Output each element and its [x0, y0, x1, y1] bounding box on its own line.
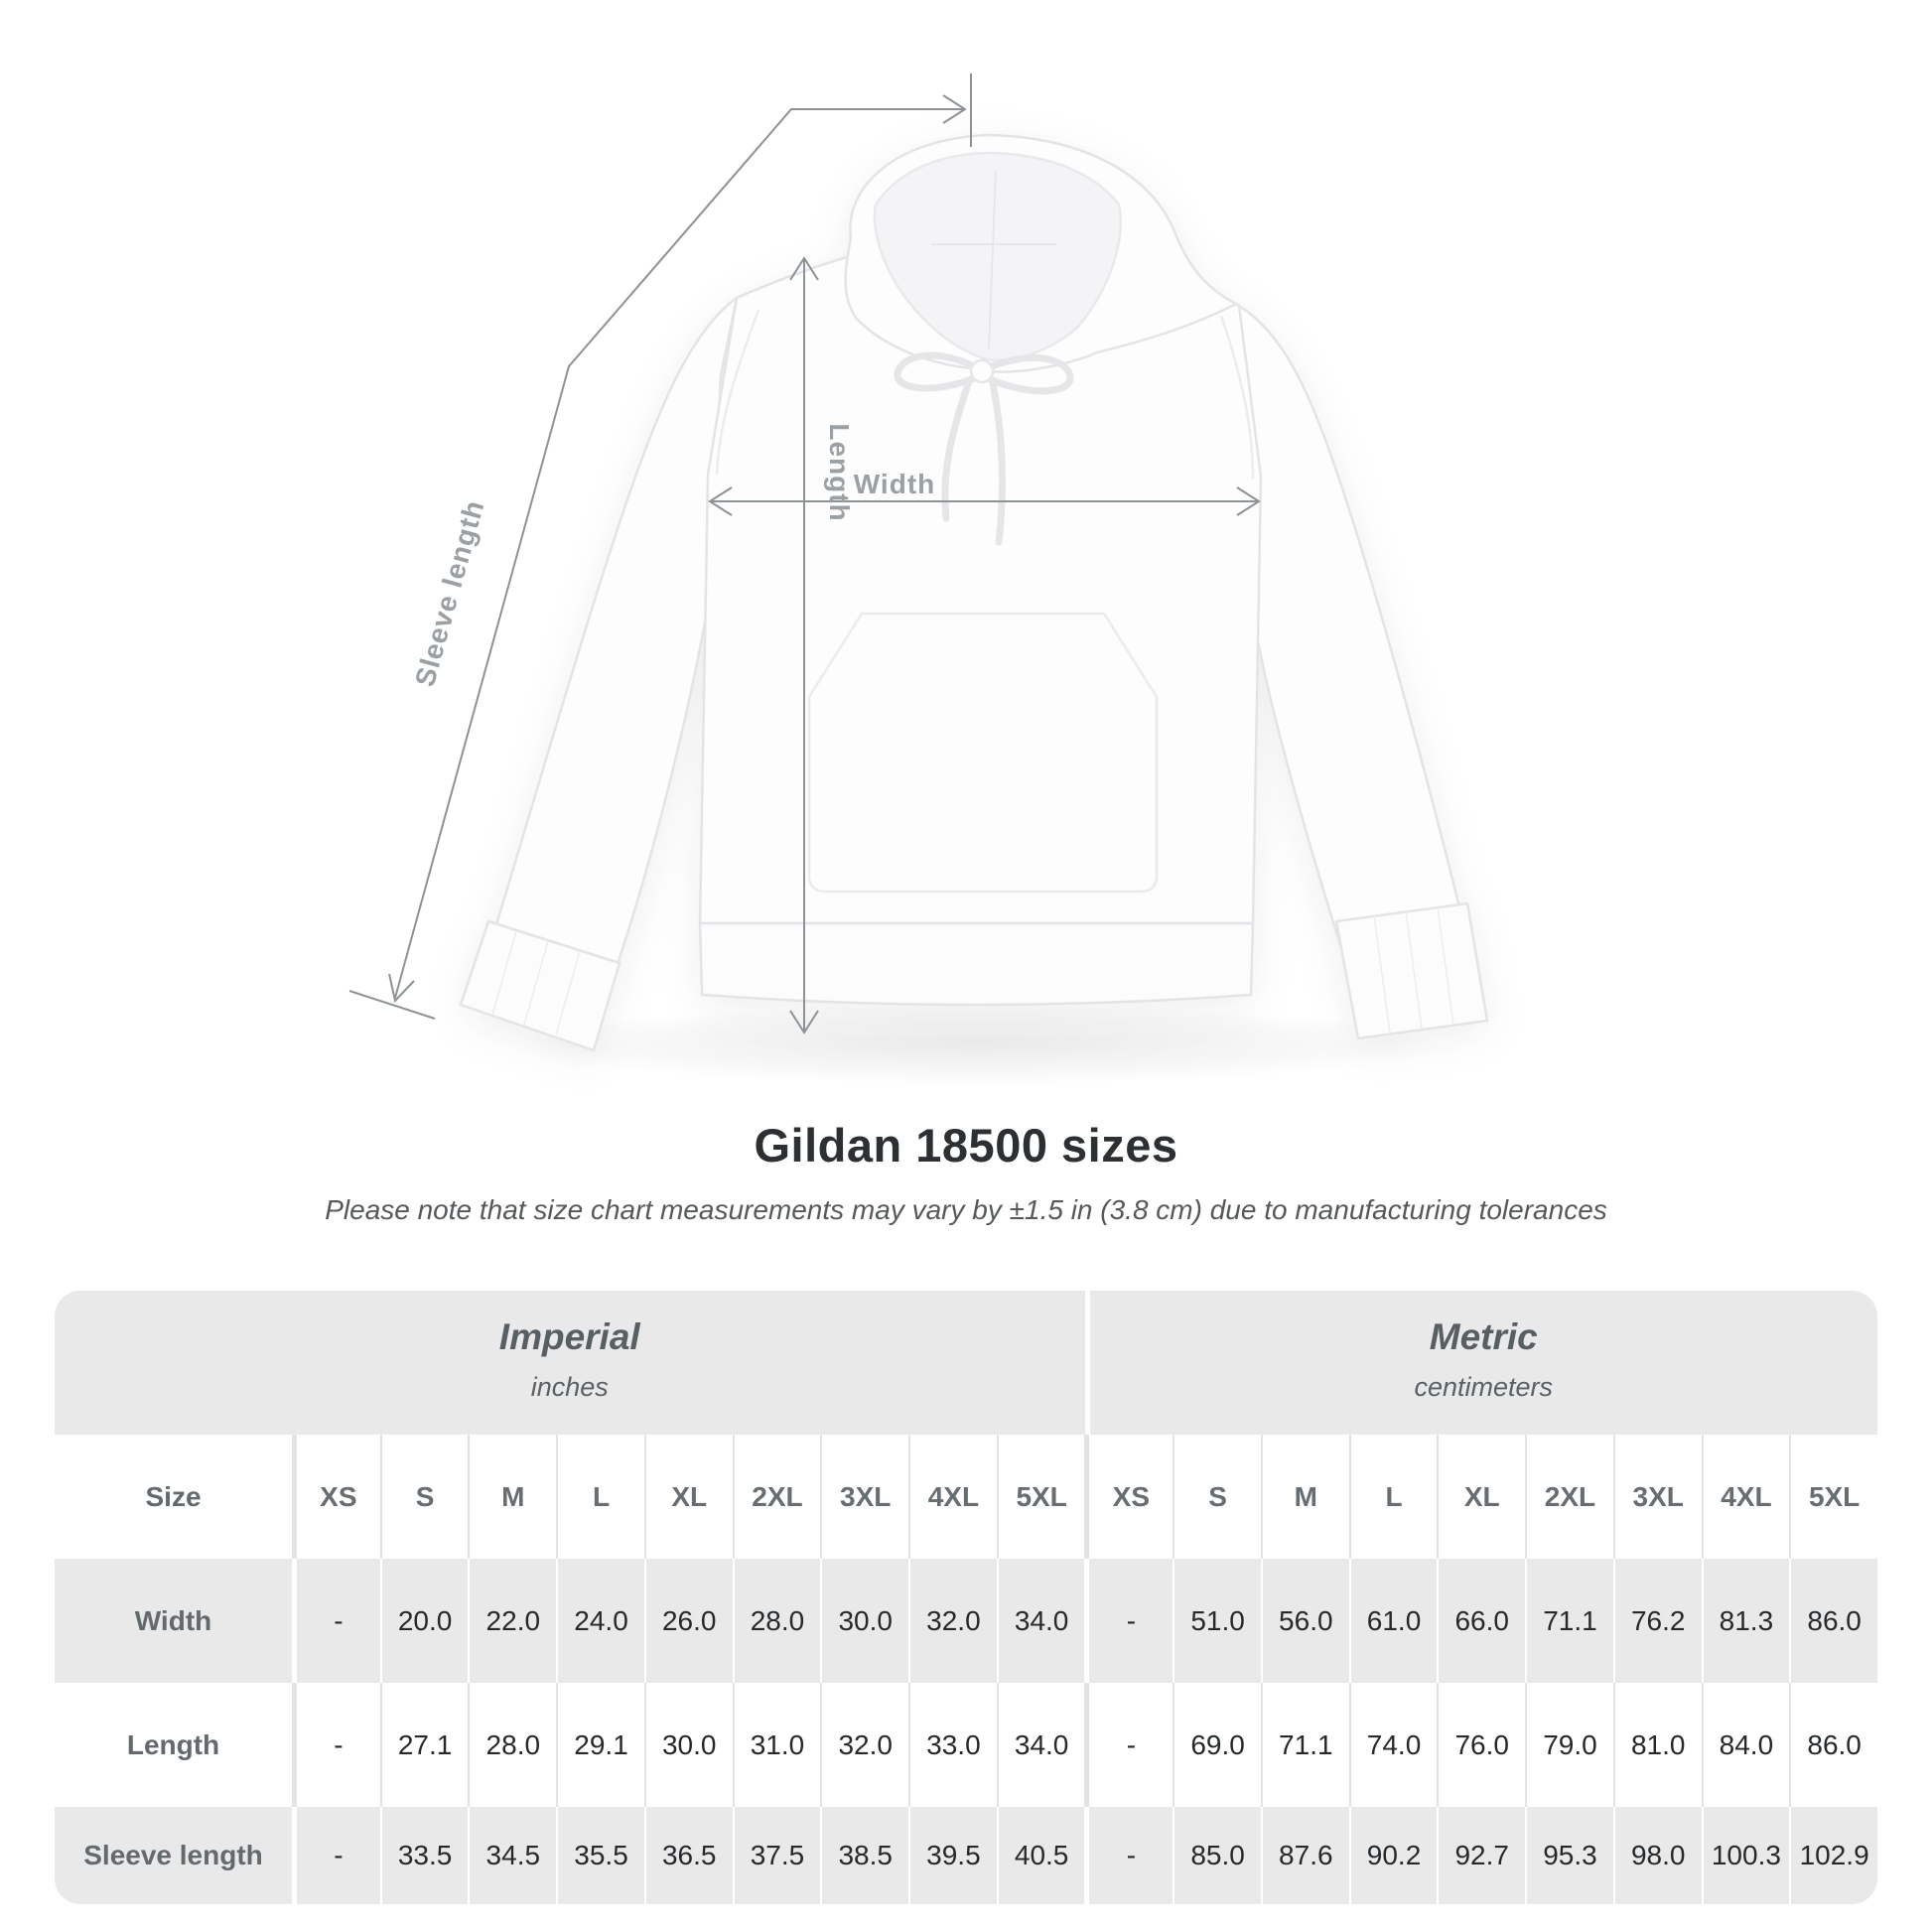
value-cell: 74.0: [1349, 1683, 1438, 1807]
value-cell: -: [1084, 1683, 1173, 1807]
value-cell: 71.1: [1525, 1559, 1613, 1683]
value-cell: 38.5: [820, 1807, 908, 1904]
length-label: Length: [824, 423, 855, 522]
value-cell: 69.0: [1173, 1683, 1261, 1807]
value-cell: 98.0: [1613, 1807, 1702, 1904]
size-header-cell: 2XL: [733, 1435, 821, 1559]
size-table-grid: [55, 1435, 1877, 1904]
value-cell: 56.0: [1261, 1559, 1349, 1683]
size-header-cell: XL: [1437, 1435, 1525, 1559]
value-cell: -: [292, 1807, 380, 1904]
size-header-cell: 3XL: [820, 1435, 908, 1559]
value-cell: 33.0: [908, 1683, 997, 1807]
value-cell: 81.0: [1613, 1683, 1702, 1807]
size-header-cell: 5XL: [997, 1435, 1085, 1559]
value-cell: -: [1084, 1807, 1173, 1904]
metric-header-cell: [1085, 1291, 1878, 1435]
hoodie-pocket: [809, 614, 1157, 892]
metric-sublabel: centimeters: [1414, 1372, 1554, 1402]
row-label: Width: [55, 1559, 292, 1683]
value-cell: 51.0: [1173, 1559, 1261, 1683]
value-cell: 22.0: [468, 1559, 556, 1683]
value-cell: 66.0: [1437, 1559, 1525, 1683]
value-cell: 26.0: [644, 1559, 733, 1683]
value-cell: 32.0: [908, 1559, 997, 1683]
value-cell: 95.3: [1525, 1807, 1613, 1904]
size-header-cell: 4XL: [908, 1435, 997, 1559]
size-header-cell: M: [468, 1435, 556, 1559]
value-cell: 79.0: [1525, 1683, 1613, 1807]
value-cell: 30.0: [820, 1559, 908, 1683]
value-cell: 37.5: [733, 1807, 821, 1904]
size-header-cell: L: [1349, 1435, 1438, 1559]
value-cell: -: [292, 1683, 380, 1807]
value-cell: 86.0: [1789, 1683, 1877, 1807]
value-cell: -: [292, 1559, 380, 1683]
value-cell: 35.5: [556, 1807, 644, 1904]
value-cell: 34.0: [997, 1683, 1085, 1807]
size-header-cell: 5XL: [1789, 1435, 1877, 1559]
size-header-cell: M: [1261, 1435, 1349, 1559]
imperial-sublabel: inches: [530, 1372, 609, 1402]
value-cell: 61.0: [1349, 1559, 1438, 1683]
imperial-label: Imperial: [498, 1316, 640, 1357]
hoodie-shadow: [511, 1005, 1445, 1084]
sleeve-length-label: Sleeve length: [409, 496, 490, 690]
value-cell: 84.0: [1702, 1683, 1790, 1807]
page-title: Gildan 18500 sizes: [754, 1119, 1178, 1172]
imperial-header-cell: [55, 1291, 1085, 1435]
value-cell: 85.0: [1173, 1807, 1261, 1904]
value-cell: 34.5: [468, 1807, 556, 1904]
value-cell: 76.2: [1613, 1559, 1702, 1683]
size-header-cell: 3XL: [1613, 1435, 1702, 1559]
row-label: Sleeve length: [55, 1807, 292, 1904]
hoodie-hem-band: [700, 923, 1253, 1005]
size-header-cell: XL: [644, 1435, 733, 1559]
size-column-header: Size: [55, 1435, 292, 1559]
size-header-cell: 2XL: [1525, 1435, 1613, 1559]
hoodie-drawstring-knot: [971, 360, 993, 382]
value-cell: 28.0: [468, 1683, 556, 1807]
hoodie-illustration: [461, 135, 1487, 1050]
value-cell: 36.5: [644, 1807, 733, 1904]
size-table: [55, 1291, 1877, 1904]
hoodie-right-cuff: [1336, 903, 1487, 1038]
sleeve-length-cuff-tick: [349, 991, 435, 1019]
value-cell: 31.0: [733, 1683, 821, 1807]
page-subtitle: Please note that size chart measurements may vary by ±1.5 in (3.8 cm) due to manufacturing tolerances: [325, 1194, 1607, 1225]
size-header-cell: L: [556, 1435, 644, 1559]
value-cell: 34.0: [997, 1559, 1085, 1683]
value-cell: 90.2: [1349, 1807, 1438, 1904]
value-cell: -: [1084, 1559, 1173, 1683]
value-cell: 32.0: [820, 1683, 908, 1807]
value-cell: 40.5: [997, 1807, 1085, 1904]
width-label: Width: [853, 469, 936, 499]
value-cell: 27.1: [380, 1683, 469, 1807]
size-header-cell: S: [1173, 1435, 1261, 1559]
value-cell: 20.0: [380, 1559, 469, 1683]
metric-label: Metric: [1429, 1316, 1538, 1357]
value-cell: 92.7: [1437, 1807, 1525, 1904]
size-header-cell: S: [380, 1435, 469, 1559]
value-cell: 39.5: [908, 1807, 997, 1904]
row-label: Length: [55, 1683, 292, 1807]
value-cell: 30.0: [644, 1683, 733, 1807]
value-cell: 24.0: [556, 1559, 644, 1683]
hoodie-right-sleeve: [1239, 306, 1461, 951]
value-cell: 29.1: [556, 1683, 644, 1807]
value-cell: 86.0: [1789, 1559, 1877, 1683]
size-header-cell: XS: [292, 1435, 380, 1559]
value-cell: 87.6: [1261, 1807, 1349, 1904]
size-header-cell: 4XL: [1702, 1435, 1790, 1559]
value-cell: 28.0: [733, 1559, 821, 1683]
value-cell: 100.3: [1702, 1807, 1790, 1904]
unit-header-row: [55, 1291, 1877, 1435]
value-cell: 102.9: [1789, 1807, 1877, 1904]
value-cell: 71.1: [1261, 1683, 1349, 1807]
value-cell: 33.5: [380, 1807, 469, 1904]
value-cell: 81.3: [1702, 1559, 1790, 1683]
value-cell: 76.0: [1437, 1683, 1525, 1807]
size-header-cell: XS: [1084, 1435, 1173, 1559]
